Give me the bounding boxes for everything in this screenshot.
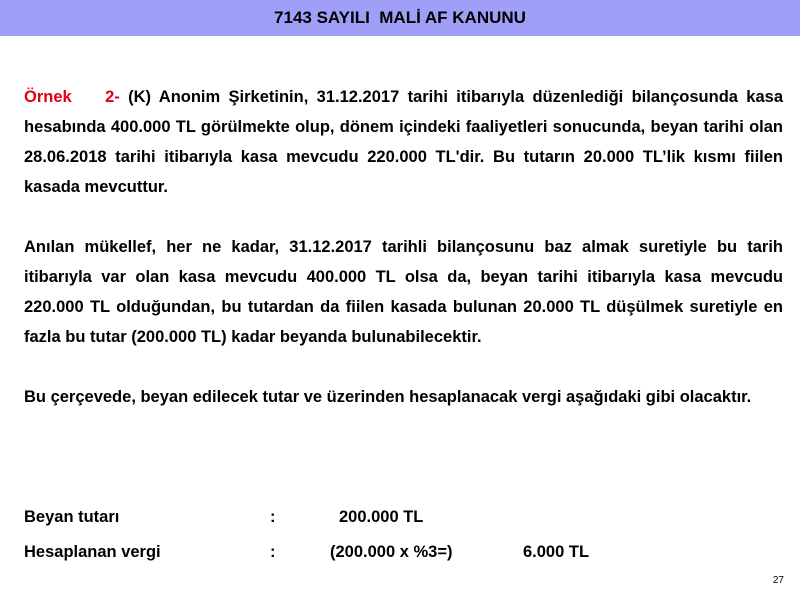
calculated-tax-row [24,537,784,567]
example-number: 2- [105,88,120,106]
calculated-tax-colon: : [270,543,276,561]
summary-paragraph: Bu çerçevede, beyan edilecek tutar ve üzerinden hesaplanacak vergi aşağıdaki gibi olacaktır. [24,388,752,406]
explanation-paragraph: Anılan mükellef, her ne kadar, 31.12.2017 tarihli bilançosunu baz almak suretiyle bu tarih itibarıyla var olan kasa mevcudu 400.000 TL olsa da, beyan tarihi itibarıyla kasa mevcudu 220.000 TL olduğundan, bu tutardan da fiilen kasada bulunan 20.000 TL düşülmek suretiyle en fazla bu tutar (200.000 TL) kadar beyanda bulunabilecektir. [24,238,783,346]
example-text: (K) Anonim Şirketinin, 31.12.2017 tarihi itibarıyla düzenlediği bilançosunda kasa hesabında 400.000 TL görülmekte olup, dönem içindeki faaliyetleri sonucunda, beyan tarihi olan 28.06.2018 tarihi itibarıyla kasa mevcudu 220.000 TL'dir. Bu tutarın 20.000 TL’lik kısmı fiilen kasada mevcuttur. [24,88,784,196]
example-paragraph [24,82,783,202]
calculated-tax-label: Hesaplanan vergi [24,543,161,561]
slide-content [24,82,783,412]
declared-amount-colon: : [270,508,276,526]
calculated-tax-formula: (200.000 x %3=) [330,543,453,561]
declared-amount-row [24,502,784,532]
calculated-tax-value: 6.000 TL [523,543,590,561]
page-number: 27 [772,575,784,586]
declared-amount-label: Beyan tutarı [24,508,120,526]
slide-title: 7143 SAYILI MALİ AF KANUNU [274,8,526,27]
declared-amount-value: 200.000 TL [339,508,424,526]
example-label: Örnek [24,88,72,106]
title-bar [0,0,800,36]
